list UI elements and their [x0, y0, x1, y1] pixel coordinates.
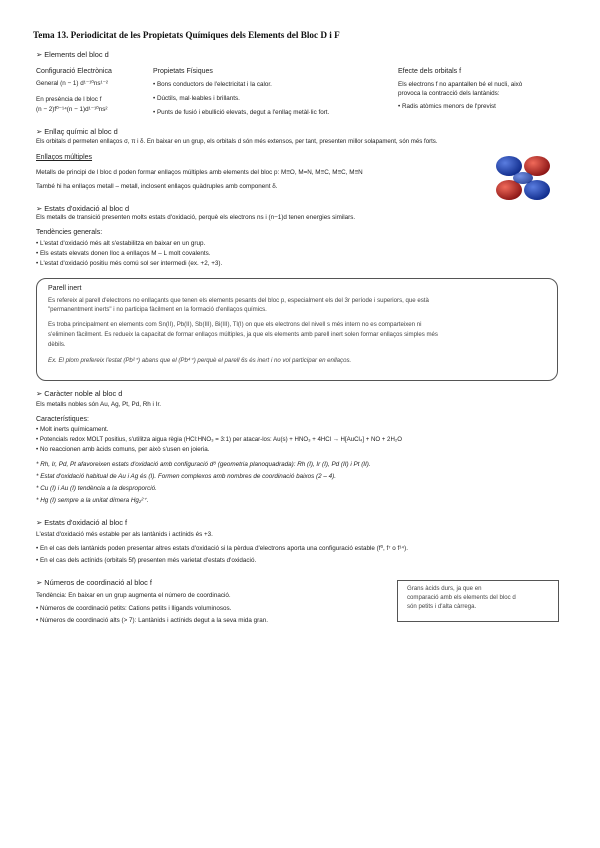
oxidacio-d-line-1: Els metalls de transició presenten molts estats d'oxidació, perquè els electrons ns i (n−1)d tenen energies similars.: [36, 214, 356, 221]
config-bloc-f: (n − 2)f⁰⁻¹⁴(n − 1)d¹⁻¹⁰ns²: [36, 106, 108, 113]
parell-inert-p2c: dèbils.: [48, 341, 66, 348]
config-bloc-f-label: En presència de l bloc f: [36, 96, 102, 103]
acids-durs-line-1: Grans àcids durs, ja que en: [407, 585, 482, 592]
section-heading-enllac: ➢ Enllaç químic al bloc d: [36, 127, 118, 136]
section-heading-bloc-d: ➢ Elements del bloc d: [36, 50, 109, 59]
section-heading-oxidacio-f: ➢ Estats d'oxidació al bloc f: [36, 518, 127, 527]
parell-inert-p1a: Es refereix al parell d'electrons no enllaçants que tenen els elements pesants del bloc p, especialment els del 3r període i superiors, que està: [48, 297, 429, 304]
enllac-multiples-title: Enllaços múltiples: [36, 154, 93, 161]
page-title: Tema 13. Periodicitat de les Propietats Químiques dels Elements del Bloc D i F: [33, 30, 340, 40]
coordinacio-item-2: • Números de coordinació alts (> 7): Lantànids i actínids degut a la seva mida gran.: [36, 617, 268, 624]
oxidacio-f-item-1: • En el cas dels lantànids poden presentar altres estats d'oxidació si la pèrdua d'electrons aporta una configuració estable (f⁰, f⁷ o f¹⁴).: [36, 545, 408, 552]
phys-item-2: • Dúctils, mal·leables i brillants.: [153, 95, 240, 102]
acids-durs-line-2: comparació amb els elements del bloc d: [407, 594, 516, 601]
noble-note-2: * Estat d'oxidació habitual de Au i Ag és (I). Formen complexos amb nombres de coordinació baixos (2 – 4).: [36, 473, 336, 480]
noble-note-4: * Hg (I) sempre a la unitat dímera Hg₂²⁺.: [36, 497, 149, 504]
phys-item-1: • Bons conductors de l'electricitat i la calor.: [153, 81, 272, 88]
enllac-line-2: Metalls de principi de l bloc d poden formar enllaços múltiples amb elements del bloc p: M≡O, M=N, M≡C, M≡C, M≡N: [36, 169, 363, 176]
forbitals-title: Efecte dels orbitals f: [398, 68, 462, 75]
oxidacio-f-line-1: L'estat d'oxidació més estable per als lantànids i actínids és +3.: [36, 531, 213, 538]
enllac-line-1: Els orbitals d permeten enllaços σ, π i δ. En baixar en un grup, els orbitals d són més extensos, per tant, presenten millor solapament, són més forts.: [36, 138, 438, 145]
noble-item-2: • Potencials redox MOLT positius, s'utilitza aigua règia (HCl:HNO₃ = 3:1) per atacar-los: Au(s) + HNO₃ + 4HCl → H[AuCl₄] + NO + 2H₂O: [36, 436, 402, 443]
coordinacio-item-1: • Números de coordinació petits: Cations petits i lligands voluminosos.: [36, 605, 232, 612]
tendencies-item-3: • L'estat d'oxidació positiu més comú sol ser intermedi (ex. +2, +3).: [36, 260, 223, 267]
phys-item-3: • Punts de fusió i ebullició elevats, degut a l'enllaç metàl·lic fort.: [153, 109, 330, 116]
oxidacio-f-item-2: • En el cas dels actínids (orbitals 5f) presenten més varietat d'estats d'oxidació.: [36, 557, 257, 564]
forbitals-item-1: • Radis atòmics menors de l'previst: [398, 103, 496, 110]
tendencies-title: Tendències generals:: [36, 229, 103, 236]
config-title: Configuració Electrònica: [36, 68, 112, 75]
noble-item-3: • No reaccionen amb àcids comuns, per això s'usen en joieria.: [36, 446, 210, 453]
tendencies-item-2: • Els estats elevats donen lloc a enllaços M – L molt covalents.: [36, 250, 211, 257]
section-heading-noble: ➢ Caràcter noble al bloc d: [36, 389, 123, 398]
coordinacio-line-1: Tendència: En baixar en un grup augmenta el número de coordinació.: [36, 592, 231, 599]
noble-note-1: * Rh, Ir, Pd, Pt afavoreixen estats d'oxidació amb configuració d⁸ (geometria planoquadrada): Rh (I), Ir (I), Pd (II) i Pt (II).: [36, 461, 371, 468]
forbitals-line-2: provoca la contracció dels lantànids:: [398, 90, 500, 97]
section-heading-coordinacio: ➢ Números de coordinació al bloc f: [36, 578, 152, 587]
noble-item-1: • Molt inerts químicament.: [36, 426, 109, 433]
enllac-line-3: També hi ha enllaços metall – metall, inclosent enllaços quàdruples amb component δ.: [36, 183, 278, 190]
noble-note-3: * Cu (I) i Au (I) tendència a la desproporció.: [36, 485, 157, 492]
acids-durs-line-3: són petits i d'alta càrrega.: [407, 603, 477, 610]
noble-line-1: Els metalls nobles són Au, Ag, Pt, Pd, Rh i Ir.: [36, 401, 161, 408]
config-general: General (n − 1) d¹⁻¹⁰ns¹⁻²: [36, 80, 108, 87]
parell-inert-title: Parell inert: [48, 285, 82, 292]
tendencies-item-1: • L'estat d'oxidació més alt s'estabilitza en baixar en un grup.: [36, 240, 206, 247]
parell-inert-p2b: s'eliminen fàcilment. Es redueix la capacitat de formar enllaços múltiples, ja que els elements amb parell inert solen formar enllaços simples més: [48, 331, 438, 338]
d-orbital-icon: [492, 154, 556, 202]
section-heading-oxidacio-d: ➢ Estats d'oxidació al bloc d: [36, 204, 130, 213]
forbitals-line-1: Els electrons f no apantallen bé el nucli, això: [398, 81, 523, 88]
caracteristiques-title: Característiques:: [36, 416, 89, 423]
phys-title: Propietats Físiques: [153, 68, 213, 75]
parell-inert-p1b: "permanentment inerts" i no participa fàcilment en la formació d'enllaços químics.: [48, 306, 267, 313]
parell-inert-example: Ex. El plom prefereix l'estat (Pb²⁺) abans que el (Pb⁴⁺) perquè el parell 6s és inert i no vol participar en enllaços.: [48, 357, 352, 364]
parell-inert-p2a: Es troba principalment en elements com Sn(II), Pb(II), Sb(III), Bi(III), Tl(I) on que els electrons del nivell s més intern no es comparteixen ni: [48, 321, 422, 328]
